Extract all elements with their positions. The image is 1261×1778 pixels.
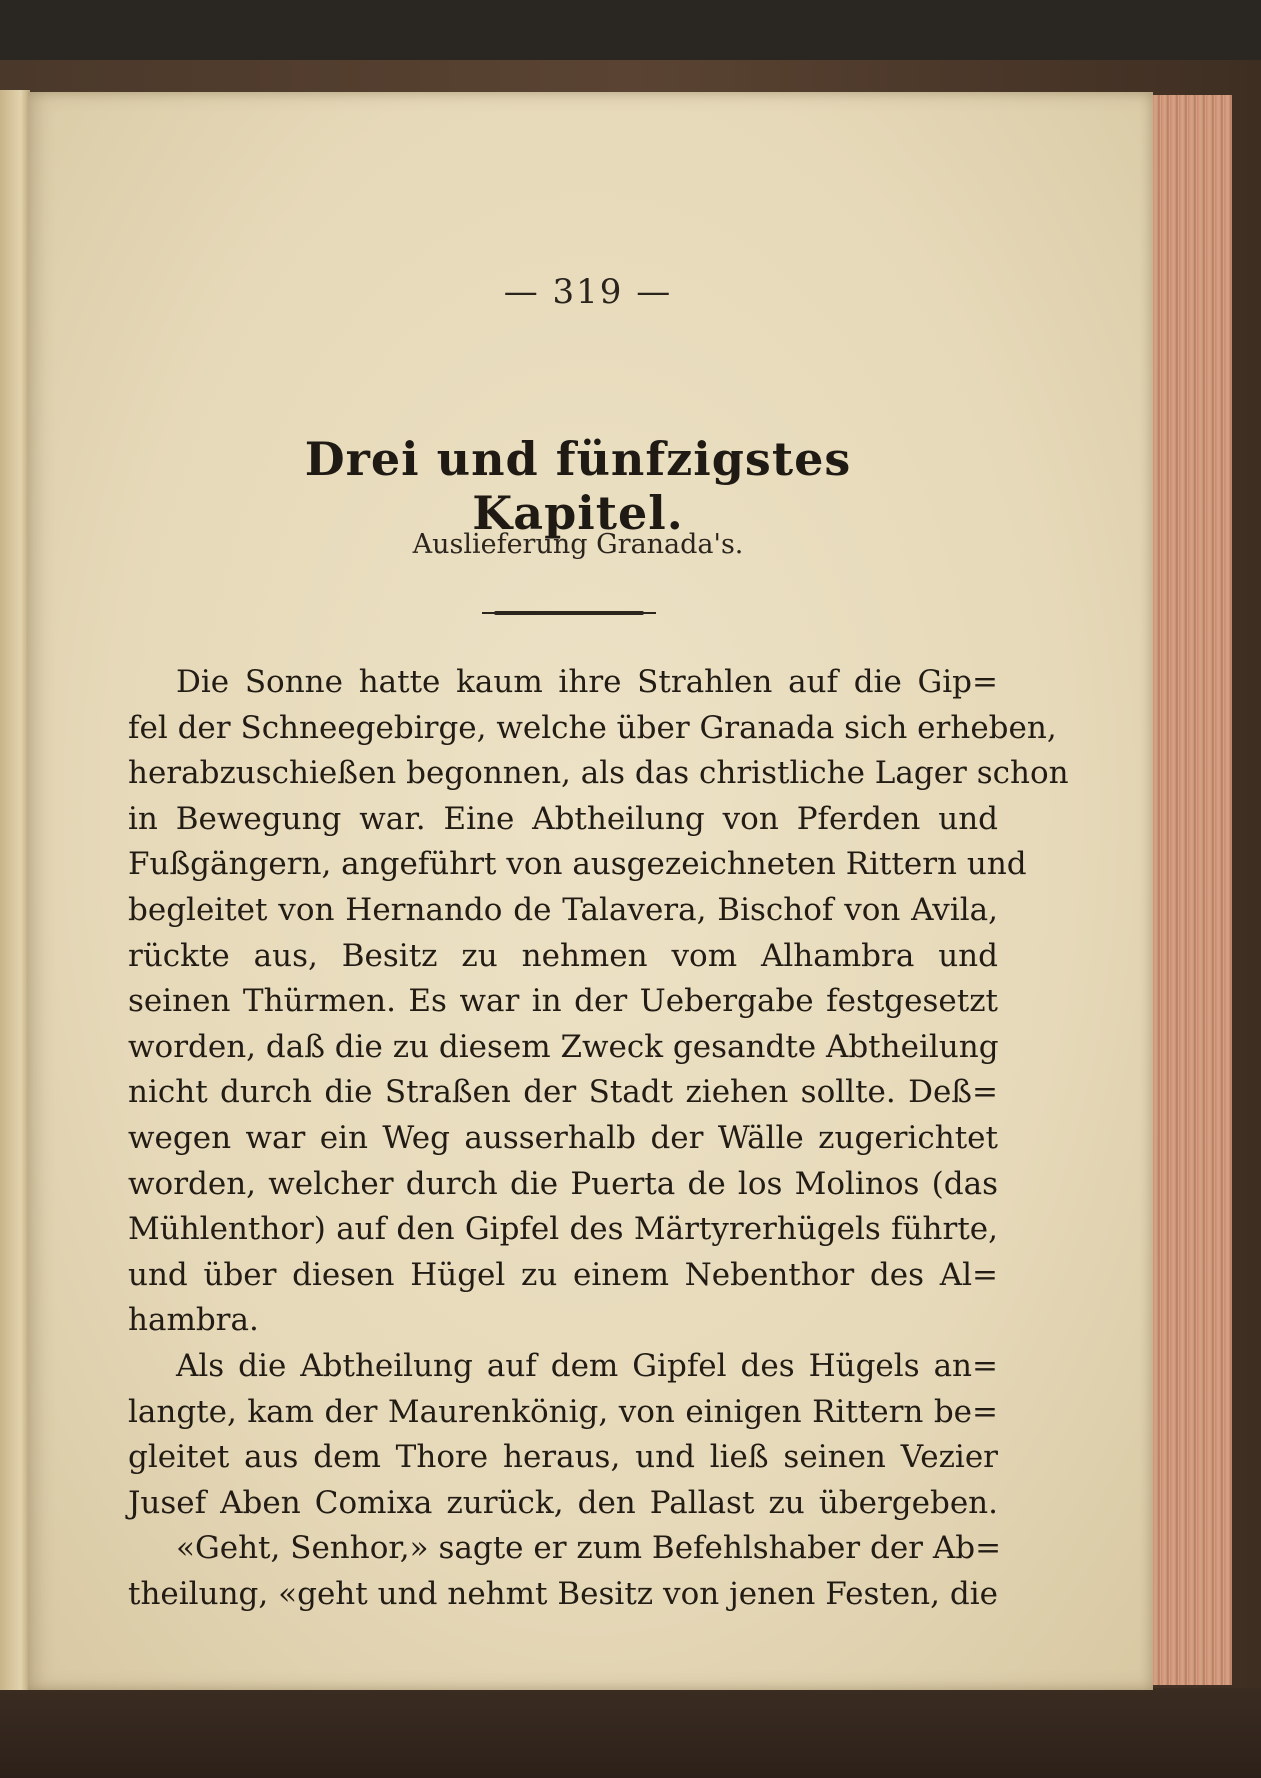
text-line: Jusef Aben Comixa zurück, den Pallast zu übergeben. (128, 1484, 998, 1521)
ornamental-rule (494, 611, 644, 615)
chapter-title: Drei und fünfzigstes Kapitel. (304, 432, 852, 540)
text-line: in Bewegung war. Eine Abtheilung von Pferden und (128, 800, 998, 837)
text-line: begleitet von Hernando de Talavera, Bischof von Avila, (128, 891, 998, 928)
text-line: seinen Thürmen. Es war in der Uebergabe festgesetzt (128, 983, 998, 1020)
book-page (28, 92, 1153, 1690)
text-line: Fußgängern, angeführt von ausgezeichneten Rittern und (128, 846, 1027, 883)
text-line: und über diesen Hügel zu einem Nebenthor des Al= (128, 1256, 998, 1293)
page-number: — 319 — (503, 272, 673, 312)
text-line: theilung, «geht und nehmt Besitz von jenen Festen, die (128, 1575, 998, 1612)
text-line: Die Sonne hatte kaum ihre Strahlen auf die Gip= (176, 664, 998, 700)
text-line: wegen war ein Weg ausserhalb der Wälle zugerichtet (128, 1119, 998, 1156)
text-line: nicht durch die Straßen der Stadt ziehen sollte. Deß= (128, 1074, 998, 1111)
text-line: Mühlenthor) auf den Gipfel des Märtyrerhügels führte, (128, 1211, 998, 1248)
text-line: Als die Abtheilung auf dem Gipfel des Hügels an= (176, 1347, 998, 1384)
page-stack-edge (1150, 95, 1232, 1685)
text-line: fel der Schneegebirge, welche über Granada sich erheben, (128, 709, 1057, 746)
chapter-subtitle: Auslieferung Granada's. (412, 529, 744, 560)
body-text (128, 660, 1069, 1617)
text-line: «Geht, Senhor,» sagte er zum Befehlshaber der Ab= (176, 1530, 1002, 1567)
text-line: herabzuschießen begonnen, als das christliche Lager schon (128, 755, 1069, 792)
text-line: hambra. (128, 1302, 259, 1339)
text-line: rückte aus, Besitz zu nehmen vom Alhambra und (128, 937, 998, 974)
text-line: worden, daß die zu diesem Zweck gesandte Abtheilung (128, 1028, 999, 1065)
text-line: gleitet aus dem Thore heraus, und ließ seinen Vezier (128, 1439, 998, 1476)
text-line: langte, kam der Maurenkönig, von einigen Rittern be= (128, 1393, 998, 1430)
text-line: worden, welcher durch die Puerta de los Molinos (das (128, 1165, 998, 1202)
facing-page-edge (0, 90, 30, 1690)
book-cover-bottom-edge (0, 1688, 1261, 1778)
